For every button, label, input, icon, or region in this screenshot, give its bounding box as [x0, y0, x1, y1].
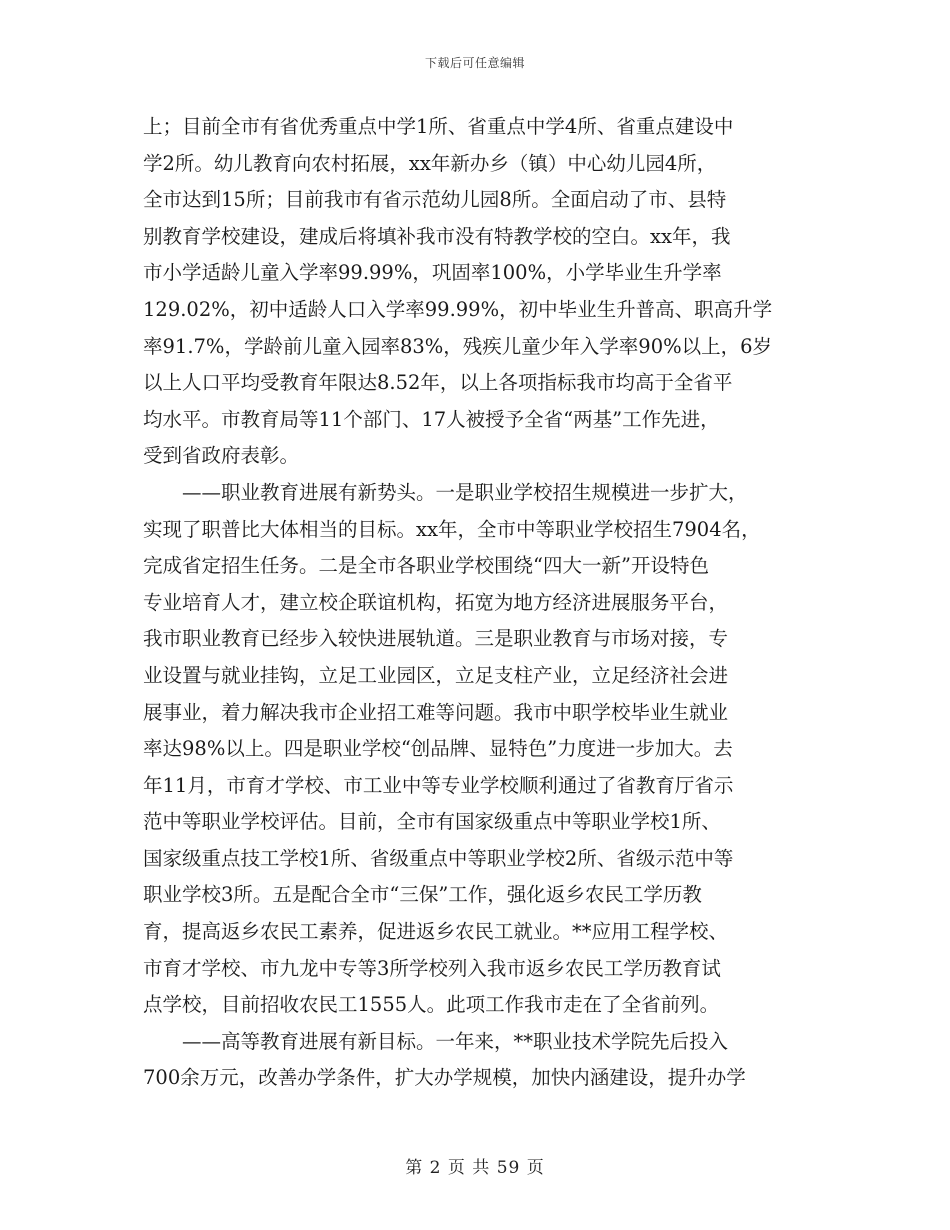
text-line: 育，提高返乡农民工素养，促进返乡农民工就业。**应用工程学校、 — [143, 920, 729, 944]
text-line: 市小学适龄儿童入学率99.99%，巩固率100%，小学毕业生升学率 — [143, 261, 722, 285]
text-line: 我市职业教育已经步入较快进展轨道。三是职业教育与市场对接，专 — [143, 627, 729, 651]
text-line: 完成省定招生任务。二是全市各职业学校围绕“四大一新”开设特色 — [143, 554, 709, 578]
text-line: ——高等教育进展有新目标。一年来，**职业技术学院先后投入 — [182, 1029, 729, 1053]
text-line: 以上人口平均受教育年限达8.52年，以上各项指标我市均高于全省平 — [143, 371, 733, 395]
document-body — [143, 109, 811, 1097]
page-header-note: 下载后可任意编辑 — [424, 56, 525, 70]
text-line: 点学校，目前招收农民工1555人。此项工作我市走在了全省前列。 — [143, 993, 720, 1017]
text-line: 专业培育人才，建立校企联谊机构，拓宽为地方经济进展服务平台， — [143, 590, 729, 614]
text-line: 职业学校3所。五是配合全市“三保”工作，强化返乡农民工学历教 — [143, 883, 702, 907]
text-line: ——职业教育进展有新势头。一是职业学校招生规模进一步扩大， — [182, 480, 748, 504]
text-line: 700余万元，改善办学条件，扩大办学规模，加快内涵建设，提升办学 — [143, 1066, 746, 1090]
page-number-footer: 第 2 页 共 59 页 — [405, 1158, 545, 1178]
text-line: 率达98%以上。四是职业学校“创品牌、显特色”力度进一步加大。去 — [143, 737, 733, 761]
text-line: 率91.7%，学龄前儿童入园率83%，残疾儿童少年入学率90%以上，6岁 — [143, 334, 773, 358]
text-line: 范中等职业学校评估。目前，全市有国家级重点中等职业学校1所、 — [143, 810, 721, 834]
text-line: 均水平。市教育局等11个部门、17人被授予全省“两基”工作先进， — [143, 407, 720, 431]
text-line: 业设置与就业挂钩，立足工业园区，立足支柱产业，立足经济社会进 — [143, 663, 729, 687]
text-line: 受到省政府表彰。 — [143, 444, 300, 468]
text-line: 实现了职普比大体相当的目标。xx年，全市中等职业学校招生7904名， — [143, 517, 761, 541]
text-line: 市育才学校、市九龙中专等3所学校列入我市返乡农民工学历教育试 — [143, 956, 721, 980]
text-line: 129.02%，初中适龄人口入学率99.99%，初中毕业生升普高、职高升学 — [143, 297, 773, 321]
text-line: 学2所。幼儿教育向农村拓展，xx年新办乡（镇）中心幼儿园4所， — [143, 151, 717, 175]
text-line: 年11月，市育才学校、市工业中等专业学校顺利通过了省教育厅省示 — [143, 773, 734, 797]
text-line: 国家级重点技工学校1所、省级重点中等职业学校2所、省级示范中等 — [143, 846, 734, 870]
text-line: 全市达到15所；目前我市有省示范幼儿园8所。全面启动了市、县特 — [143, 188, 727, 212]
text-line: 展事业，着力解决我市企业招工难等问题。我市中职学校毕业生就业 — [143, 700, 729, 724]
text-line: 别教育学校建设，建成后将填补我市没有特教学校的空白。xx年，我 — [143, 224, 731, 248]
text-line: 上；目前全市有省优秀重点中学1所、省重点中学4所、省重点建设中 — [143, 115, 734, 138]
